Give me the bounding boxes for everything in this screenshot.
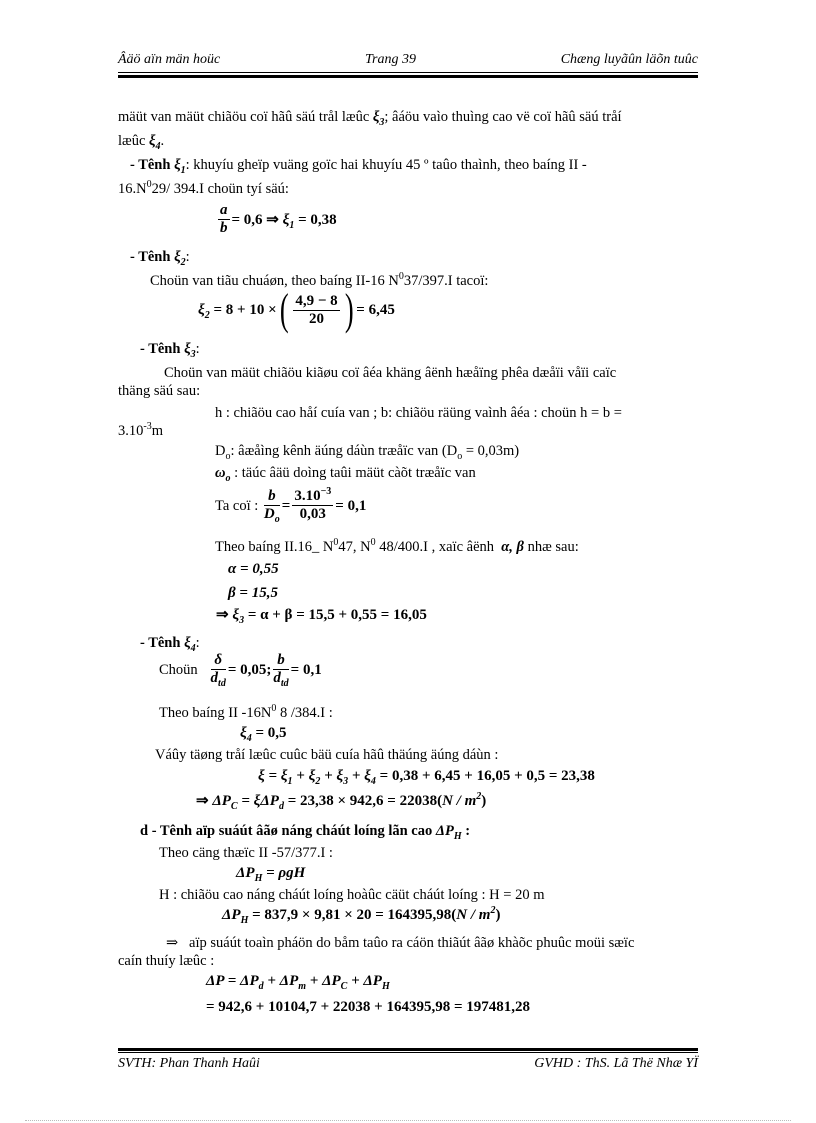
section-xi3-para-2: thäng säú sau: xyxy=(118,383,201,399)
equation-ratio-b-d0: Ta coï : $\frac{b}{D_o}$ = $\frac{3.10^{-3}}{0,03}$ = 0,1 xyxy=(215,486,367,525)
equation-total-dp-value: = 942,6 + 10104,7 + 22038 + 164395,98 = 197481,28 xyxy=(206,999,530,1015)
header-right: Chæng luyãûn läõn tuûc xyxy=(560,52,698,67)
section-xi2-text: Choün van tiãu chuáøn, theo baíng II-16 $N^037/397.I$ tacoï: xyxy=(150,271,489,289)
section-xi4-sum-text: Váûy täøng tråí læûc cuûc bäü cuía hãû thäúng äúng dáùn : xyxy=(155,747,499,763)
def-d0: $D_o$: âæåìng kênh äúng dáùn træåïc van $(D_o = 0,03m)$ xyxy=(215,443,520,462)
conclusion-line-1: ⇒ aïp suáút toaìn pháön do båm taûo ra cáön thiãút âãø khàõc phuûc moüi sæïc xyxy=(166,935,635,951)
section-xi1-line: - Tênh $\xi_1$: khuyíu gheïp vuäng goïc hai khuyíu 45 º taûo thaình, theo baíng II - xyxy=(130,157,587,176)
section-xi3-para-1: Choün van mäüt chiãöu kiãøu coï âéa khäng âënh hæåïng phêa dæåïi våïi caïc xyxy=(164,365,617,381)
intro-line-2: læûc $\xi_4$. xyxy=(118,133,165,152)
equation-xi-sum: $\xi = \xi_1 + \xi_2 + \xi_3 + \xi_4 = 0,38 + 6,45 + 16,05 + 0,5 = 23,38$ xyxy=(258,768,595,787)
section-xi2-head: - Tênh $\xi_2$: xyxy=(130,249,190,268)
equation-delta-ph: $\Delta P_H = \rho gH$ xyxy=(236,865,306,884)
equation-delta-pc: ⇒ $\Delta P_C = \xi\Delta P_d = 23,38 \times 942,6 = 22038(N / m^2)$ xyxy=(196,791,487,812)
header-rule-thin xyxy=(118,72,698,73)
section-xi3-theo: Theo baíng II.16_ $N^047$, $N^0$ 48/400.I , xaïc âënh α, β nhæ sau: xyxy=(215,537,579,555)
section-d-head: d - Tênh aïp suáút âãø náng cháút loíng lãn cao $\Delta P_H$ : xyxy=(140,823,471,842)
equation-xi3: ⇒ $\xi_3 = \alpha + \beta = 15,5 + 0,55 = 16,05$ xyxy=(216,607,427,626)
header-center: Trang 39 xyxy=(365,52,416,67)
section-d-theo: Theo cäng thæïc II -57/377.I : xyxy=(159,845,333,861)
header-left: Âäö aïn män hoüc xyxy=(118,52,221,67)
section-xi3-head: - Tênh $\xi_3$: xyxy=(140,341,200,360)
equation-beta: β = 15,5 xyxy=(228,585,278,601)
footer-rule-thin xyxy=(118,1052,698,1053)
header-rule-thick xyxy=(118,75,698,78)
equation-alpha: α = 0,55 xyxy=(228,561,279,577)
def-H: H : chiãöu cao náng cháút loíng hoàûc cäüt cháút loíng : H = 20 m xyxy=(159,887,545,903)
equation-delta-ph-value: $\Delta P_H = 837,9 \times 9,81 \times 20 = 164395,98(N / m^2)$ xyxy=(222,905,501,926)
footer-left: SVTH: Phan Thanh Haûi xyxy=(118,1056,260,1071)
page-footer xyxy=(118,1056,698,1072)
page-header xyxy=(118,52,698,68)
intro-line-1: mäüt van mäüt chiãöu coï hãû säú trål læûc $\xi_3$; âáöu vaìo thuìng cao vë coï hãû säú tråí xyxy=(118,109,622,128)
equation-xi2: $\xi_2$ = 8 + 10 × ( $\frac{4,9 - 8}{20}$ ) = 6,45 xyxy=(198,285,395,334)
footer-right: GVHD : ThS. Lã Thë Nhæ YÏ xyxy=(534,1056,698,1071)
section-xi4-head: - Tênh $\xi_4$: xyxy=(140,635,200,654)
equation-total-dp: $\Delta P = \Delta P_d + \Delta P_m + \Delta P_C + \Delta P_H$ xyxy=(206,973,390,992)
def-h: h : chiãöu cao håí cuía van ; b: chiãöu räüng vaình âéa : choün h = b = xyxy=(215,405,622,421)
def-h-2: $3.10^{-3}m$ xyxy=(118,421,163,439)
equation-xi4-ratios: Choün $\frac{\delta}{d_{td}}$ = 0,05; $\frac{b}{d_{td}}$ = 0,1 xyxy=(159,652,322,689)
section-xi4-theo: Theo baíng II $-16N^0$ 8 /384.I : xyxy=(159,703,333,721)
page-bottom-border xyxy=(25,1120,791,1121)
equation-xi4: $\xi_4 = 0,5$ xyxy=(240,725,287,744)
footer-rule-thick xyxy=(118,1048,698,1051)
conclusion-line-2: caín thuíy læûc : xyxy=(118,953,215,969)
section-xi1-line-2: $16.N^029/$ 394.I choün tyí säú: xyxy=(118,179,289,197)
equation-xi1: $\frac{a}{b}$ = 0,6 ⇒ $\xi_1$ = 0,38 xyxy=(220,202,337,236)
def-omega: $\omega_o$ : täúc âäü doìng taûi mäüt càõt træåïc van xyxy=(215,465,476,484)
